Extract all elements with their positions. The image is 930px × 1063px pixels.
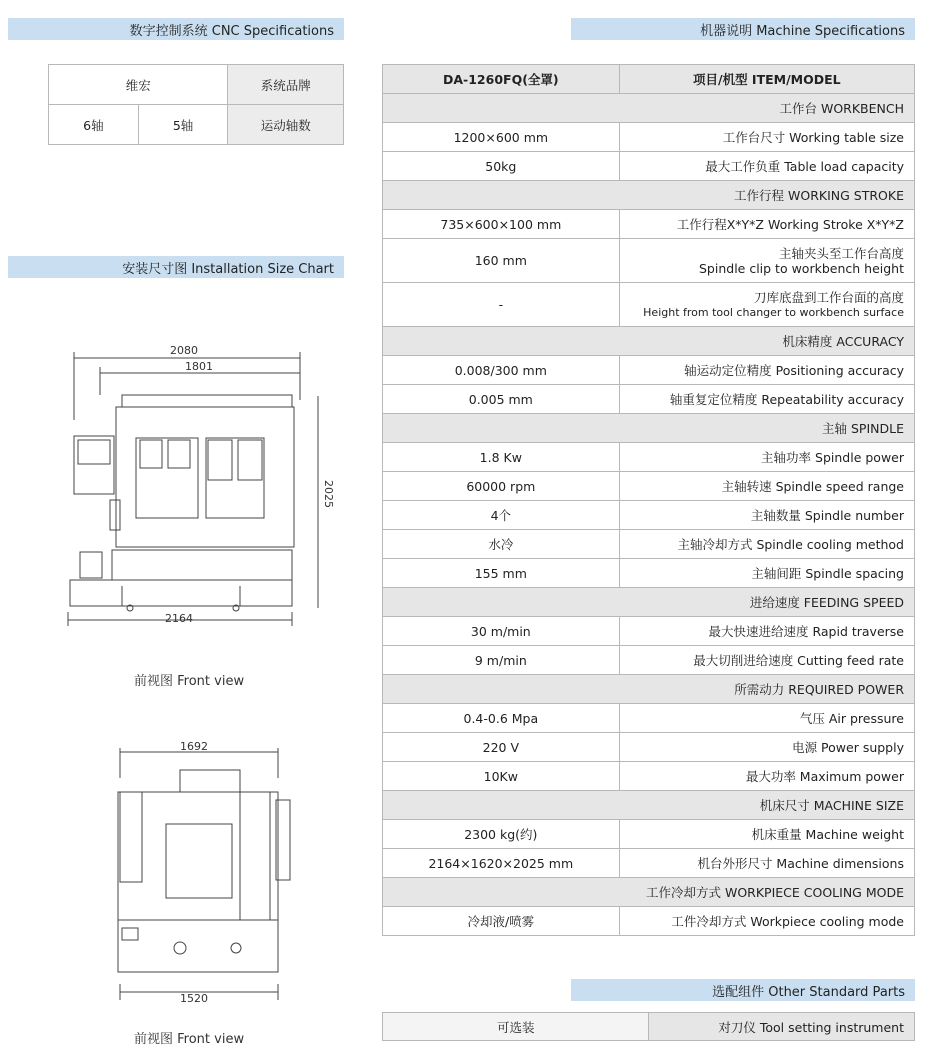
side-view-caption: 前视图 Front view	[134, 1032, 245, 1047]
front-dim-inner: 1801	[185, 360, 213, 373]
spec-label	[619, 762, 914, 791]
spec-value: 30 m/min	[383, 617, 620, 646]
spec-row	[383, 820, 915, 849]
cnc-spec-table	[48, 64, 344, 145]
spec-value: 160 mm	[383, 239, 620, 283]
spec-label	[619, 733, 914, 762]
spec-label	[619, 907, 914, 936]
spec-group-row	[383, 414, 915, 443]
spec-header-row	[383, 65, 915, 94]
spec-row	[383, 907, 915, 936]
side-dim-bottom: 1520	[180, 992, 208, 1005]
spec-value: 水冷	[383, 530, 620, 559]
spec-group-row	[383, 588, 915, 617]
spec-label-line1: 刀库底盘到工作台面的高度	[753, 289, 904, 305]
spec-row	[383, 617, 915, 646]
spec-row	[383, 501, 915, 530]
spec-value: 2164×1620×2025 mm	[383, 849, 620, 878]
side-view-drawing	[100, 748, 320, 1008]
spec-label-line1: 主轴功率 Spindle power	[761, 450, 904, 465]
spec-label	[619, 617, 914, 646]
spec-value: 4个	[383, 501, 620, 530]
spec-label-line1: 主轴数量 Spindle number	[750, 508, 904, 523]
spec-label	[619, 152, 914, 181]
spec-group-title: 所需动力 REQUIRED POWER	[383, 675, 915, 704]
spec-row	[383, 239, 915, 283]
spec-value: 0.008/300 mm	[383, 356, 620, 385]
spec-row	[383, 762, 915, 791]
spec-group-row	[383, 181, 915, 210]
front-view-caption: 前视图 Front view	[134, 674, 245, 689]
spec-label-line1: 主轴转速 Spindle speed range	[721, 479, 904, 494]
spec-row	[383, 210, 915, 239]
front-dim-height: 2025	[322, 480, 335, 508]
spec-value: 0.4-0.6 Mpa	[383, 704, 620, 733]
spec-label	[619, 501, 914, 530]
spec-header-item: 项目/机型 ITEM/MODEL	[619, 65, 914, 94]
spec-group-row	[383, 327, 915, 356]
spec-label-line1: 主轴间距 Spindle spacing	[751, 566, 904, 581]
spec-label	[619, 443, 914, 472]
spec-label	[619, 239, 914, 283]
spec-group-title: 主轴 SPINDLE	[383, 414, 915, 443]
spec-label-line1: 主轴夹头至工作台高度	[778, 245, 904, 261]
spec-label-line1: 气压 Air pressure	[799, 711, 904, 726]
spec-value: 50kg	[383, 152, 620, 181]
spec-value: 2300 kg(约)	[383, 820, 620, 849]
cnc-brand-label: 系统品牌	[228, 65, 344, 105]
parts-value: 可选装	[383, 1013, 649, 1041]
install-title: 安装尺寸图 Installation Size Chart	[8, 256, 344, 278]
spec-group-title: 工作台 WORKBENCH	[383, 94, 915, 123]
spec-label	[619, 385, 914, 414]
cnc-axes-b: 6轴	[49, 105, 139, 145]
spec-label-line1: 最大快速进给速度 Rapid traverse	[708, 624, 904, 639]
parts-title: 选配组件 Other Standard Parts	[571, 979, 915, 1001]
spec-label	[619, 283, 914, 327]
spec-row	[383, 356, 915, 385]
spec-row	[383, 849, 915, 878]
machine-spec-title: 机器说明 Machine Specifications	[571, 18, 915, 40]
spec-label	[619, 123, 914, 152]
front-view-drawing	[60, 340, 360, 640]
spec-label-line1: 电源 Power supply	[792, 740, 904, 755]
spec-header-model: DA-1260FQ(全罩)	[383, 65, 620, 94]
spec-value: 220 V	[383, 733, 620, 762]
spec-row	[383, 472, 915, 501]
spec-value: 60000 rpm	[383, 472, 620, 501]
spec-label-line1: 轴运动定位精度 Positioning accuracy	[684, 363, 904, 378]
spec-label	[619, 210, 914, 239]
spec-group-title: 机床尺寸 MACHINE SIZE	[383, 791, 915, 820]
spec-value: 1200×600 mm	[383, 123, 620, 152]
cnc-axes-a: 5轴	[138, 105, 228, 145]
spec-label	[619, 356, 914, 385]
spec-label-line1: 最大功率 Maximum power	[745, 769, 904, 784]
spec-label-line1: 机床重量 Machine weight	[751, 827, 904, 842]
spec-row	[383, 385, 915, 414]
parts-label: 对刀仪 Tool setting instrument	[649, 1013, 915, 1041]
spec-label-line1: 轴重复定位精度 Repeatability accuracy	[669, 392, 904, 407]
spec-row	[383, 704, 915, 733]
front-dim-base: 2164	[165, 612, 193, 625]
spec-label	[619, 646, 914, 675]
spec-group-row	[383, 878, 915, 907]
spec-label-line1: 最大工作负重 Table load capacity	[705, 159, 904, 174]
spec-group-row	[383, 94, 915, 123]
spec-group-title: 进给速度 FEEDING SPEED	[383, 588, 915, 617]
spec-label-line2: Height from tool changer to workbench surface	[643, 305, 904, 319]
spec-value: 155 mm	[383, 559, 620, 588]
spec-row	[383, 559, 915, 588]
spec-label-line1: 机台外形尺寸 Machine dimensions	[697, 856, 904, 871]
spec-row	[383, 283, 915, 327]
spec-value: 10Kw	[383, 762, 620, 791]
side-dim-top: 1692	[180, 740, 208, 753]
parts-table	[382, 1012, 915, 1041]
spec-value: 冷却液/喷雾	[383, 907, 620, 936]
spec-label	[619, 849, 914, 878]
spec-label-line1: 工作行程X*Y*Z Working Stroke X*Y*Z	[676, 217, 904, 232]
spec-group-row	[383, 791, 915, 820]
spec-value: 1.8 Kw	[383, 443, 620, 472]
spec-row	[383, 733, 915, 762]
spec-value: -	[383, 283, 620, 327]
spec-group-title: 工作冷却方式 WORKPIECE COOLING MODE	[383, 878, 915, 907]
spec-label-line1: 主轴冷却方式 Spindle cooling method	[677, 537, 904, 552]
cnc-spec-title: 数字控制系统 CNC Specifications	[8, 18, 344, 40]
spec-value: 0.005 mm	[383, 385, 620, 414]
spec-label	[619, 472, 914, 501]
spec-row	[383, 530, 915, 559]
cnc-axes-label: 运动轴数	[228, 105, 344, 145]
spec-group-title: 工作行程 WORKING STROKE	[383, 181, 915, 210]
spec-value: 735×600×100 mm	[383, 210, 620, 239]
spec-row	[383, 443, 915, 472]
spec-label	[619, 559, 914, 588]
spec-group-title: 机床精度 ACCURACY	[383, 327, 915, 356]
spec-label-line1: 工作台尺寸 Working table size	[722, 130, 904, 145]
spec-label	[619, 704, 914, 733]
spec-label	[619, 530, 914, 559]
spec-label-line2: Spindle clip to workbench height	[699, 260, 904, 276]
cnc-brand-value: 维宏	[49, 65, 228, 105]
spec-group-row	[383, 675, 915, 704]
spec-label-line1: 最大切削进给速度 Cutting feed rate	[693, 653, 904, 668]
spec-label-line1: 工件冷却方式 Workpiece cooling mode	[671, 914, 904, 929]
spec-label	[619, 820, 914, 849]
machine-spec-table	[382, 64, 915, 936]
spec-row	[383, 646, 915, 675]
spec-value: 9 m/min	[383, 646, 620, 675]
spec-row	[383, 123, 915, 152]
front-dim-total: 2080	[170, 344, 198, 357]
spec-row	[383, 152, 915, 181]
